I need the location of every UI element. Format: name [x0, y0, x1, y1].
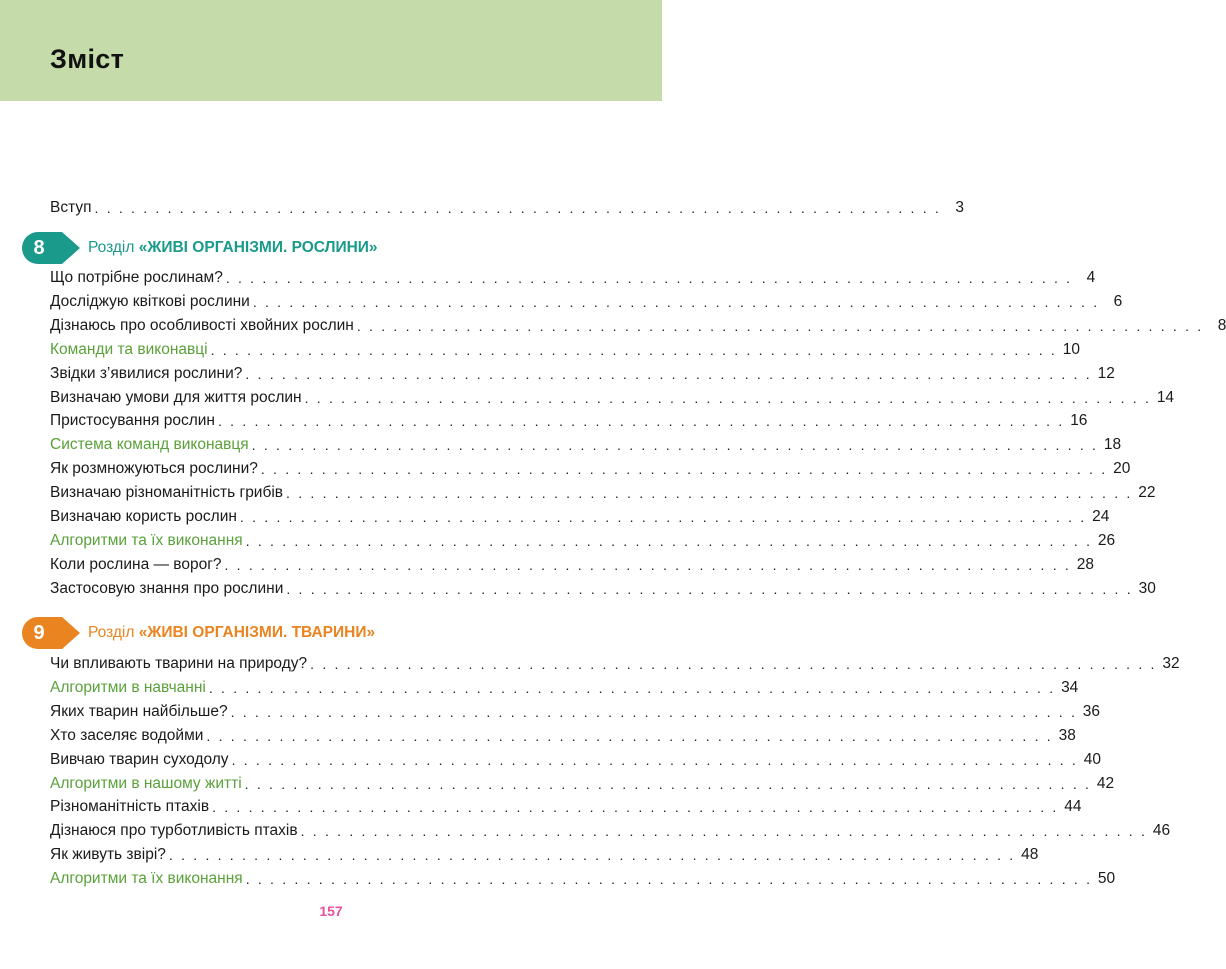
- toc-entry-text: Вступ: [50, 199, 92, 216]
- leader-dots: . . . . . . . . . . . . . . . . . . . . . . . . . . . . . . . . . . . . . . . . . . . . . . . . . . . . . . . . . . . . . . . . . . . . . .: [304, 389, 1152, 406]
- leader-dots: . . . . . . . . . . . . . . . . . . . . . . . . . . . . . . . . . . . . . . . . . . . . . . . . . . . . . . . . . . . . . . . . . . . . . .: [168, 847, 1016, 864]
- toc-entry-page: 50: [1097, 870, 1116, 888]
- toc-entry-text: Що потрібне рослинам?: [50, 269, 223, 286]
- toc-entry-text: Коли рослина — ворог?: [50, 555, 222, 573]
- leader-dots: . . . . . . . . . . . . . . . . . . . . . . . . . . . . . . . . . . . . . . . . . . . . . . . . . . . . . . . . . . . . . . . . . . . . . .: [239, 509, 1087, 525]
- toc-entry-text: Пристосування рослин: [50, 412, 215, 430]
- section-heading-8[interactable]: [22, 232, 378, 264]
- toc-entry[interactable]: [50, 553, 1094, 575]
- toc-entry-page: 10: [1062, 340, 1081, 358]
- toc-entry-text: Різноманітність птахів: [50, 798, 210, 816]
- toc-entry-text: Як живуть звірі?: [50, 846, 166, 864]
- toc-entry-page: 48: [1021, 846, 1039, 864]
- toc-entry[interactable]: [50, 338, 1081, 360]
- toc-entry-page: 4: [1086, 269, 1096, 286]
- leader-dots: . . . . . . . . . . . . . . . . . . . . . . . . . . . . . . . . . . . . . . . . . . . . . . . . . . . . . . . . . . . . . . . . . . . . . .: [210, 341, 1058, 358]
- toc-entry-text: Чи впливають тварини на природу?: [50, 655, 308, 672]
- leader-dots: . . . . . . . . . . . . . . . . . . . . . . . . . . . . . . . . . . . . . . . . . . . . . . . . . . . . . . . . . . . . . . . . . . . . . .: [251, 437, 1099, 454]
- toc-entry[interactable]: [50, 314, 1226, 336]
- toc-entry-page: 32: [1162, 655, 1180, 672]
- toc-entry-text: Як розмножуються рослини?: [50, 460, 258, 478]
- leader-dots: . . . . . . . . . . . . . . . . . . . . . . . . . . . . . . . . . . . . . . . . . . . . . . . . . . . . . . . . . . . . . . . . . . . . . .: [224, 556, 1071, 573]
- toc-entry[interactable]: [50, 433, 1122, 455]
- toc-entry-text: Визначаю різноманітність грибів: [50, 484, 284, 502]
- toc-entry[interactable]: [50, 386, 1175, 408]
- toc-entry-page: 12: [1097, 364, 1115, 382]
- section-number: 9: [33, 621, 45, 644]
- toc-entry-page: 26: [1097, 531, 1116, 549]
- toc-entry[interactable]: [50, 652, 1180, 674]
- leader-dots: . . . . . . . . . . . . . . . . . . . . . . . . . . . . . . . . . . . . . . . . . . . . . . . . . . . . . . . . . . . . . . . . . . . . . .: [310, 656, 1157, 672]
- toc-entry[interactable]: [50, 772, 1115, 794]
- toc-entry-page: 40: [1083, 750, 1102, 768]
- toc-entry[interactable]: [50, 867, 1116, 889]
- toc-entry-page: 16: [1070, 412, 1088, 430]
- leader-dots: . . . . . . . . . . . . . . . . . . . . . . . . . . . . . . . . . . . . . . . . . . . . . . . . . . . . . . . . . . . . . . . . . . . . . .: [260, 461, 1108, 478]
- toc-entry-text: Алгоритми та їх виконання: [50, 531, 243, 549]
- toc-entry-page: 46: [1152, 822, 1171, 840]
- leader-dots: . . . . . . . . . . . . . . . . . . . . . . . . . . . . . . . . . . . . . . . . . . . . . . . . . . . . . . . . . . . . . . . . . . . . . .: [252, 293, 1100, 310]
- toc-entry-page: 14: [1156, 388, 1175, 406]
- toc-entry[interactable]: [50, 505, 1110, 527]
- leader-dots: . . . . . . . . . . . . . . . . . . . . . . . . . . . . . . . . . . . . . . . . . . . . . . . . . . . . . . . . . . . . . . . . . . . . . .: [225, 270, 1073, 286]
- section-heading-9[interactable]: [22, 617, 375, 649]
- toc-entry-page: 6: [1113, 292, 1123, 310]
- toc-entry[interactable]: [50, 409, 1088, 431]
- toc-entry-text: Визначаю користь рослин: [50, 508, 237, 525]
- leader-dots: . . . . . . . . . . . . . . . . . . . . . . . . . . . . . . . . . . . . . . . . . . . . . . . . . . . . . . . . . . . . . . . . . . . . . .: [231, 751, 1079, 768]
- toc-entry[interactable]: [50, 266, 1096, 288]
- toc-entry-page: 3: [955, 199, 964, 216]
- section-title: [88, 624, 375, 642]
- leader-dots: . . . . . . . . . . . . . . . . . . . . . . . . . . . . . . . . . . . . . . . . . . . . . . . . . . . . . . . . . . . . . . . . . . . . . .: [286, 485, 1133, 502]
- leader-dots: . . . . . . . . . . . . . . . . . . . . . . . . . . . . . . . . . . . . . . . . . . . . . . . . . . . . . . . . . . . . . . . . . . . . . .: [212, 799, 1059, 816]
- toc-entry[interactable]: [50, 290, 1123, 312]
- toc-entry-page: 34: [1061, 678, 1079, 696]
- toc-entry-page: 28: [1076, 555, 1094, 573]
- leader-dots: . . . . . . . . . . . . . . . . . . . . . . . . . . . . . . . . . . . . . . . . . . . . . . . . . . . . . . . . . . . . . . . . . . . . . .: [245, 365, 1092, 382]
- toc-entry[interactable]: [50, 481, 1156, 503]
- toc-entry-text: Дізнаюся про турботливість птахів: [50, 822, 298, 840]
- leader-dots: . . . . . . . . . . . . . . . . . . . . . . . . . . . . . . . . . . . . . . . . . . . . . . . . . . . . . . . . . . . . . . . . . . . . . .: [286, 580, 1133, 597]
- toc-entry-page: 20: [1113, 460, 1131, 478]
- toc-entry-text: Команди та виконавці: [50, 340, 208, 358]
- toc-entry[interactable]: [50, 577, 1156, 599]
- toc-entry[interactable]: [50, 724, 1076, 746]
- leader-dots: . . . . . . . . . . . . . . . . . . . . . . . . . . . . . . . . . . . . . . . . . . . . . . . . . . . . . . . . . . . . . . . . . . . . . .: [206, 727, 1053, 744]
- leader-dots: . . . . . . . . . . . . . . . . . . . . . . . . . . . . . . . . . . . . . . . . . . . . . . . . . . . . . . . . . . . . . . . . . . . . . .: [230, 703, 1078, 720]
- toc-entry-page: 42: [1096, 774, 1115, 792]
- toc-entry-text: Алгоритми в навчанні: [50, 678, 206, 696]
- toc-entry-text: Система команд виконавця: [50, 436, 249, 454]
- toc-entry[interactable]: [50, 795, 1082, 817]
- toc-entry-text: Досліджую квіткові рослини: [50, 292, 250, 310]
- page-number: 157: [319, 903, 343, 919]
- leader-dots: . . . . . . . . . . . . . . . . . . . . . . . . . . . . . . . . . . . . . . . . . . . . . . . . . . . . . . . . . . . . . . . . . . . . . .: [245, 532, 1093, 549]
- leader-dots: . . . . . . . . . . . . . . . . . . . . . . . . . . . . . . . . . . . . . . . . . . . . . . . . . . . . . . . . . . . . . . . . . . . . . .: [94, 200, 941, 216]
- section-badge-8: [22, 232, 80, 264]
- toc-entry-text: Дізнаюсь про особливості хвойних рослин: [50, 316, 354, 334]
- toc-entry-text: Визначаю умови для життя рослин: [50, 388, 302, 406]
- toc-entry-page: 22: [1138, 484, 1156, 502]
- toc-entry-page: 18: [1103, 436, 1122, 454]
- leader-dots: . . . . . . . . . . . . . . . . . . . . . . . . . . . . . . . . . . . . . . . . . . . . . . . . . . . . . . . . . . . . . . . . . . . . . .: [208, 679, 1056, 696]
- leader-dots: . . . . . . . . . . . . . . . . . . . . . . . . . . . . . . . . . . . . . . . . . . . . . . . . . . . . . . . . . . . . . . . . . . . . . .: [217, 413, 1065, 430]
- leader-dots: . . . . . . . . . . . . . . . . . . . . . . . . . . . . . . . . . . . . . . . . . . . . . . . . . . . . . . . . . . . . . . . . . . . . . .: [244, 775, 1092, 792]
- header-band: [0, 0, 662, 101]
- toc-entry[interactable]: [50, 843, 1039, 865]
- leader-dots: . . . . . . . . . . . . . . . . . . . . . . . . . . . . . . . . . . . . . . . . . . . . . . . . . . . . . . . . . . . . . . . . . . . . . .: [356, 317, 1204, 334]
- toc-entry[interactable]: [50, 700, 1101, 722]
- section-badge-9: [22, 617, 80, 649]
- toc-entry-page: 24: [1092, 508, 1110, 525]
- toc-entry-page: 8: [1217, 316, 1226, 334]
- toc-entry-text: Звідки з’явилися рослини?: [50, 364, 243, 382]
- toc-entry[interactable]: [50, 819, 1171, 841]
- toc-entry-text: Яких тварин найбільше?: [50, 702, 228, 720]
- page-title: Зміст: [50, 44, 125, 74]
- toc-entry[interactable]: [50, 529, 1116, 551]
- section-name: «ЖИВІ ОРГАНІЗМИ. ТВАРИНИ»: [138, 624, 376, 641]
- toc-entry[interactable]: [50, 362, 1115, 384]
- leader-dots: . . . . . . . . . . . . . . . . . . . . . . . . . . . . . . . . . . . . . . . . . . . . . . . . . . . . . . . . . . . . . . . . . . . . . .: [300, 823, 1148, 840]
- toc-entry-intro[interactable]: [50, 196, 964, 218]
- section-prefix: Розділ: [88, 624, 139, 641]
- toc-entry-text: Алгоритми в нашому житті: [50, 774, 242, 792]
- toc-entry-text: Вивчаю тварин суходолу: [50, 750, 229, 768]
- toc-entry[interactable]: [50, 676, 1079, 698]
- section-title: [88, 239, 378, 257]
- section-name: «ЖИВІ ОРГАНІЗМИ. РОСЛИНИ»: [138, 239, 378, 256]
- toc-entry-text: Алгоритми та їх виконання: [50, 870, 243, 888]
- toc-entry-page: 44: [1064, 798, 1082, 816]
- section-prefix: Розділ: [88, 239, 139, 256]
- toc-entry-text: Застосовую знання про рослини: [50, 579, 284, 597]
- toc-entry-page: 36: [1082, 702, 1101, 720]
- toc-entry-text: Хто заселяє водойми: [50, 726, 204, 744]
- toc-entry-page: 38: [1058, 726, 1076, 744]
- toc-entry[interactable]: [50, 748, 1102, 770]
- section-number: 8: [33, 236, 45, 259]
- leader-dots: . . . . . . . . . . . . . . . . . . . . . . . . . . . . . . . . . . . . . . . . . . . . . . . . . . . . . . . . . . . . . . . . . . . . . .: [245, 871, 1093, 888]
- toc-entry-page: 30: [1138, 579, 1156, 597]
- toc-entry[interactable]: [50, 457, 1131, 479]
